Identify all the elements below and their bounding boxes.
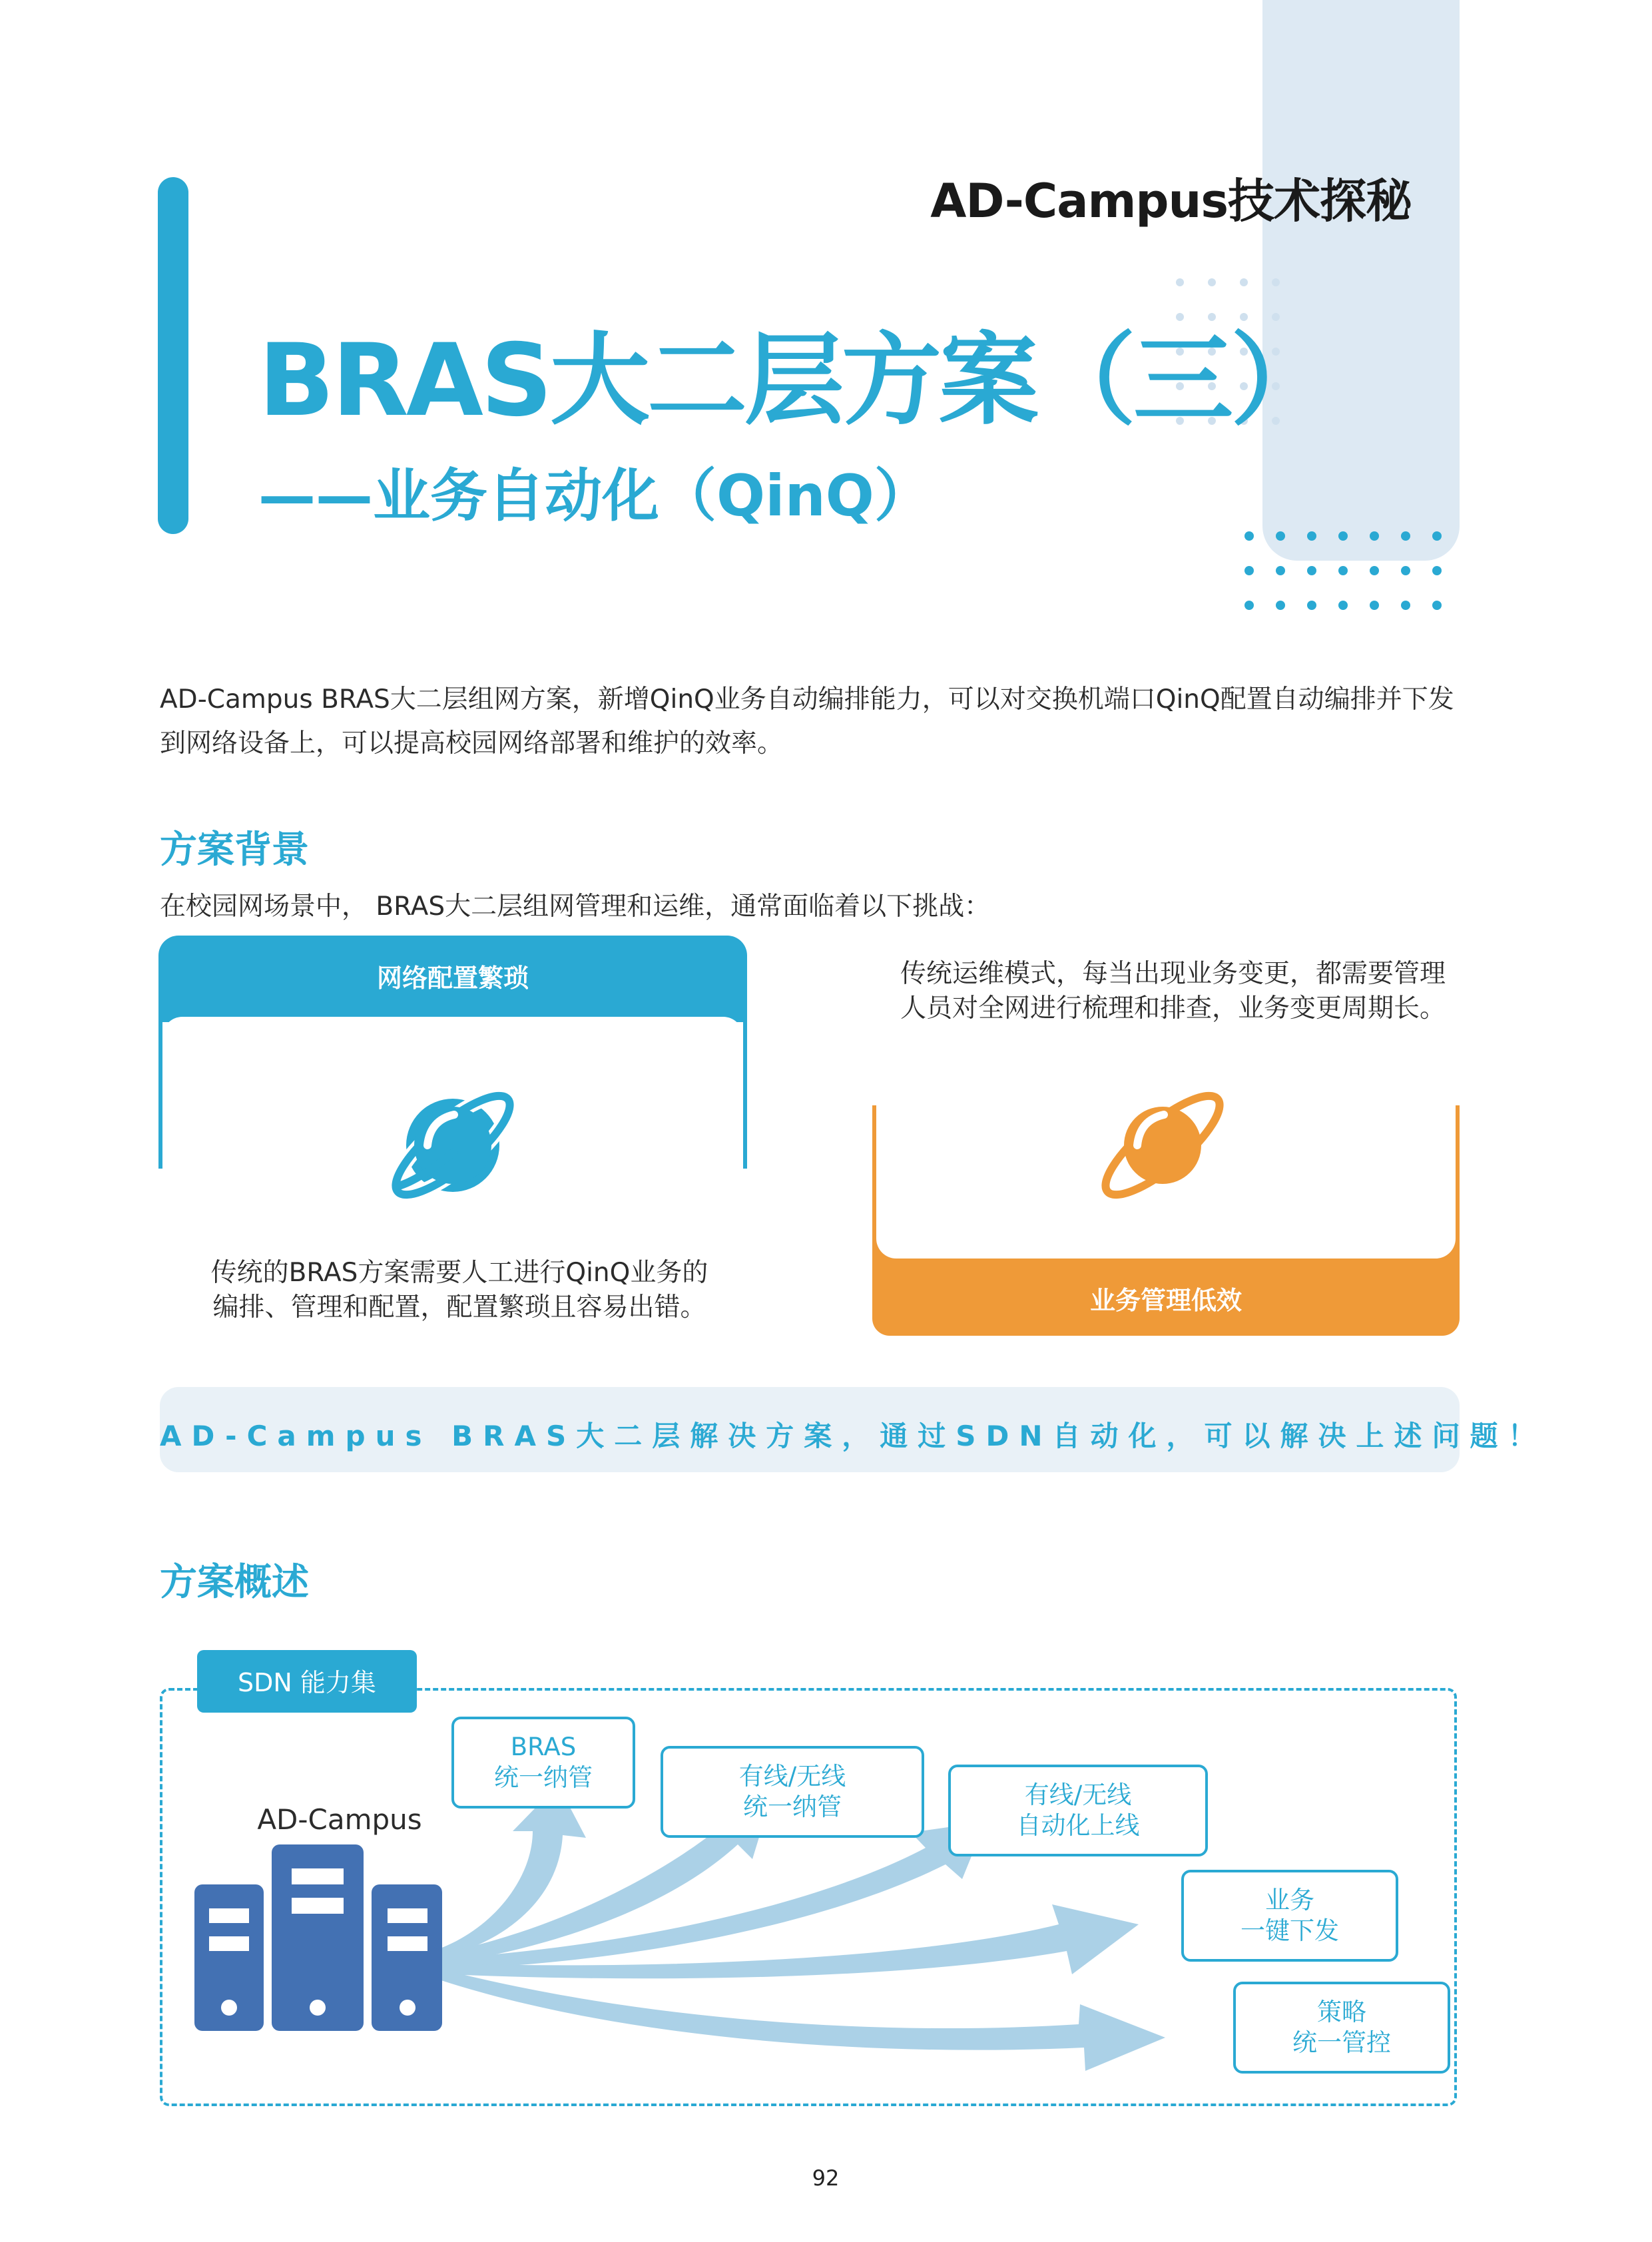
capability-line: 自动化上线	[1016, 1811, 1140, 1840]
card-frame	[1456, 1105, 1460, 1259]
challenge-card-efficiency-title: 业务管理低效	[1089, 1286, 1242, 1315]
capability-policy-control	[1233, 1982, 1450, 2074]
capability-line: BRAS	[510, 1733, 577, 1761]
card-body	[876, 1232, 1456, 1259]
capability-line: 统一纳管	[494, 1763, 593, 1792]
section-heading-overview: 方案概述	[160, 1561, 309, 1604]
title-accent-bar	[158, 177, 188, 534]
capability-line: 一键下发	[1240, 1916, 1339, 1945]
capability-line: 有线/无线	[738, 1762, 846, 1791]
sdn-tab-label: SDN 能力集	[238, 1668, 376, 1697]
capability-one-click-deploy	[1181, 1870, 1398, 1962]
capability-line: 统一管控	[1292, 2028, 1391, 2057]
page-number: 92	[812, 2165, 840, 2191]
capability-line: 策略	[1317, 1998, 1366, 2026]
capability-line: 有线/无线	[1024, 1781, 1132, 1809]
capability-auto-online	[948, 1765, 1208, 1856]
decorative-panel	[1262, 0, 1460, 561]
challenge-card-config-text: 传统的BRAS方案需要人工进行QinQ业务的编排、管理和配置，配置繁琐且容易出错。	[210, 1258, 708, 1322]
planet-icon	[386, 1079, 519, 1212]
section-heading-background: 方案背景	[160, 828, 309, 872]
planet-icon	[1096, 1079, 1229, 1212]
background-lead: 在校园网场景中， BRAS大二层组网管理和运维，通常面临着以下挑战：	[160, 892, 991, 922]
ad-campus-label: AD-Campus	[257, 1803, 422, 1836]
server-icon	[194, 1844, 442, 2031]
capability-line: 业务	[1265, 1886, 1314, 1914]
series-label: AD-Campus技术探秘	[930, 174, 1412, 228]
challenge-card-efficiency-text: 传统运维模式，每当出现业务变更，都需要管理人员对全网进行梳理和排查，业务变更周期长。	[900, 959, 1446, 1023]
capability-wired-wireless-management	[661, 1746, 924, 1838]
capability-bras-management	[451, 1717, 635, 1809]
decorative-dots-bottom	[1242, 529, 1449, 616]
page-title: BRAS大二层方案（三）	[258, 323, 1328, 439]
page-subtitle: ——业务自动化（QinQ）	[258, 463, 932, 529]
capability-line: 统一纳管	[743, 1793, 842, 1821]
solution-highlight-text: AD-Campus BRAS大二层解决方案，通过SDN自动化，可以解决上述问题！	[160, 1420, 1546, 1452]
card-frame	[743, 1019, 747, 1169]
intro-paragraph: AD-Campus BRAS大二层组网方案，新增QinQ业务自动编排能力，可以对交换机端口QinQ配置自动编排并下发到网络设备上，可以提高校园网络部署和维护的效率。	[160, 685, 1454, 758]
challenge-card-config-title: 网络配置繁琐	[376, 964, 529, 993]
